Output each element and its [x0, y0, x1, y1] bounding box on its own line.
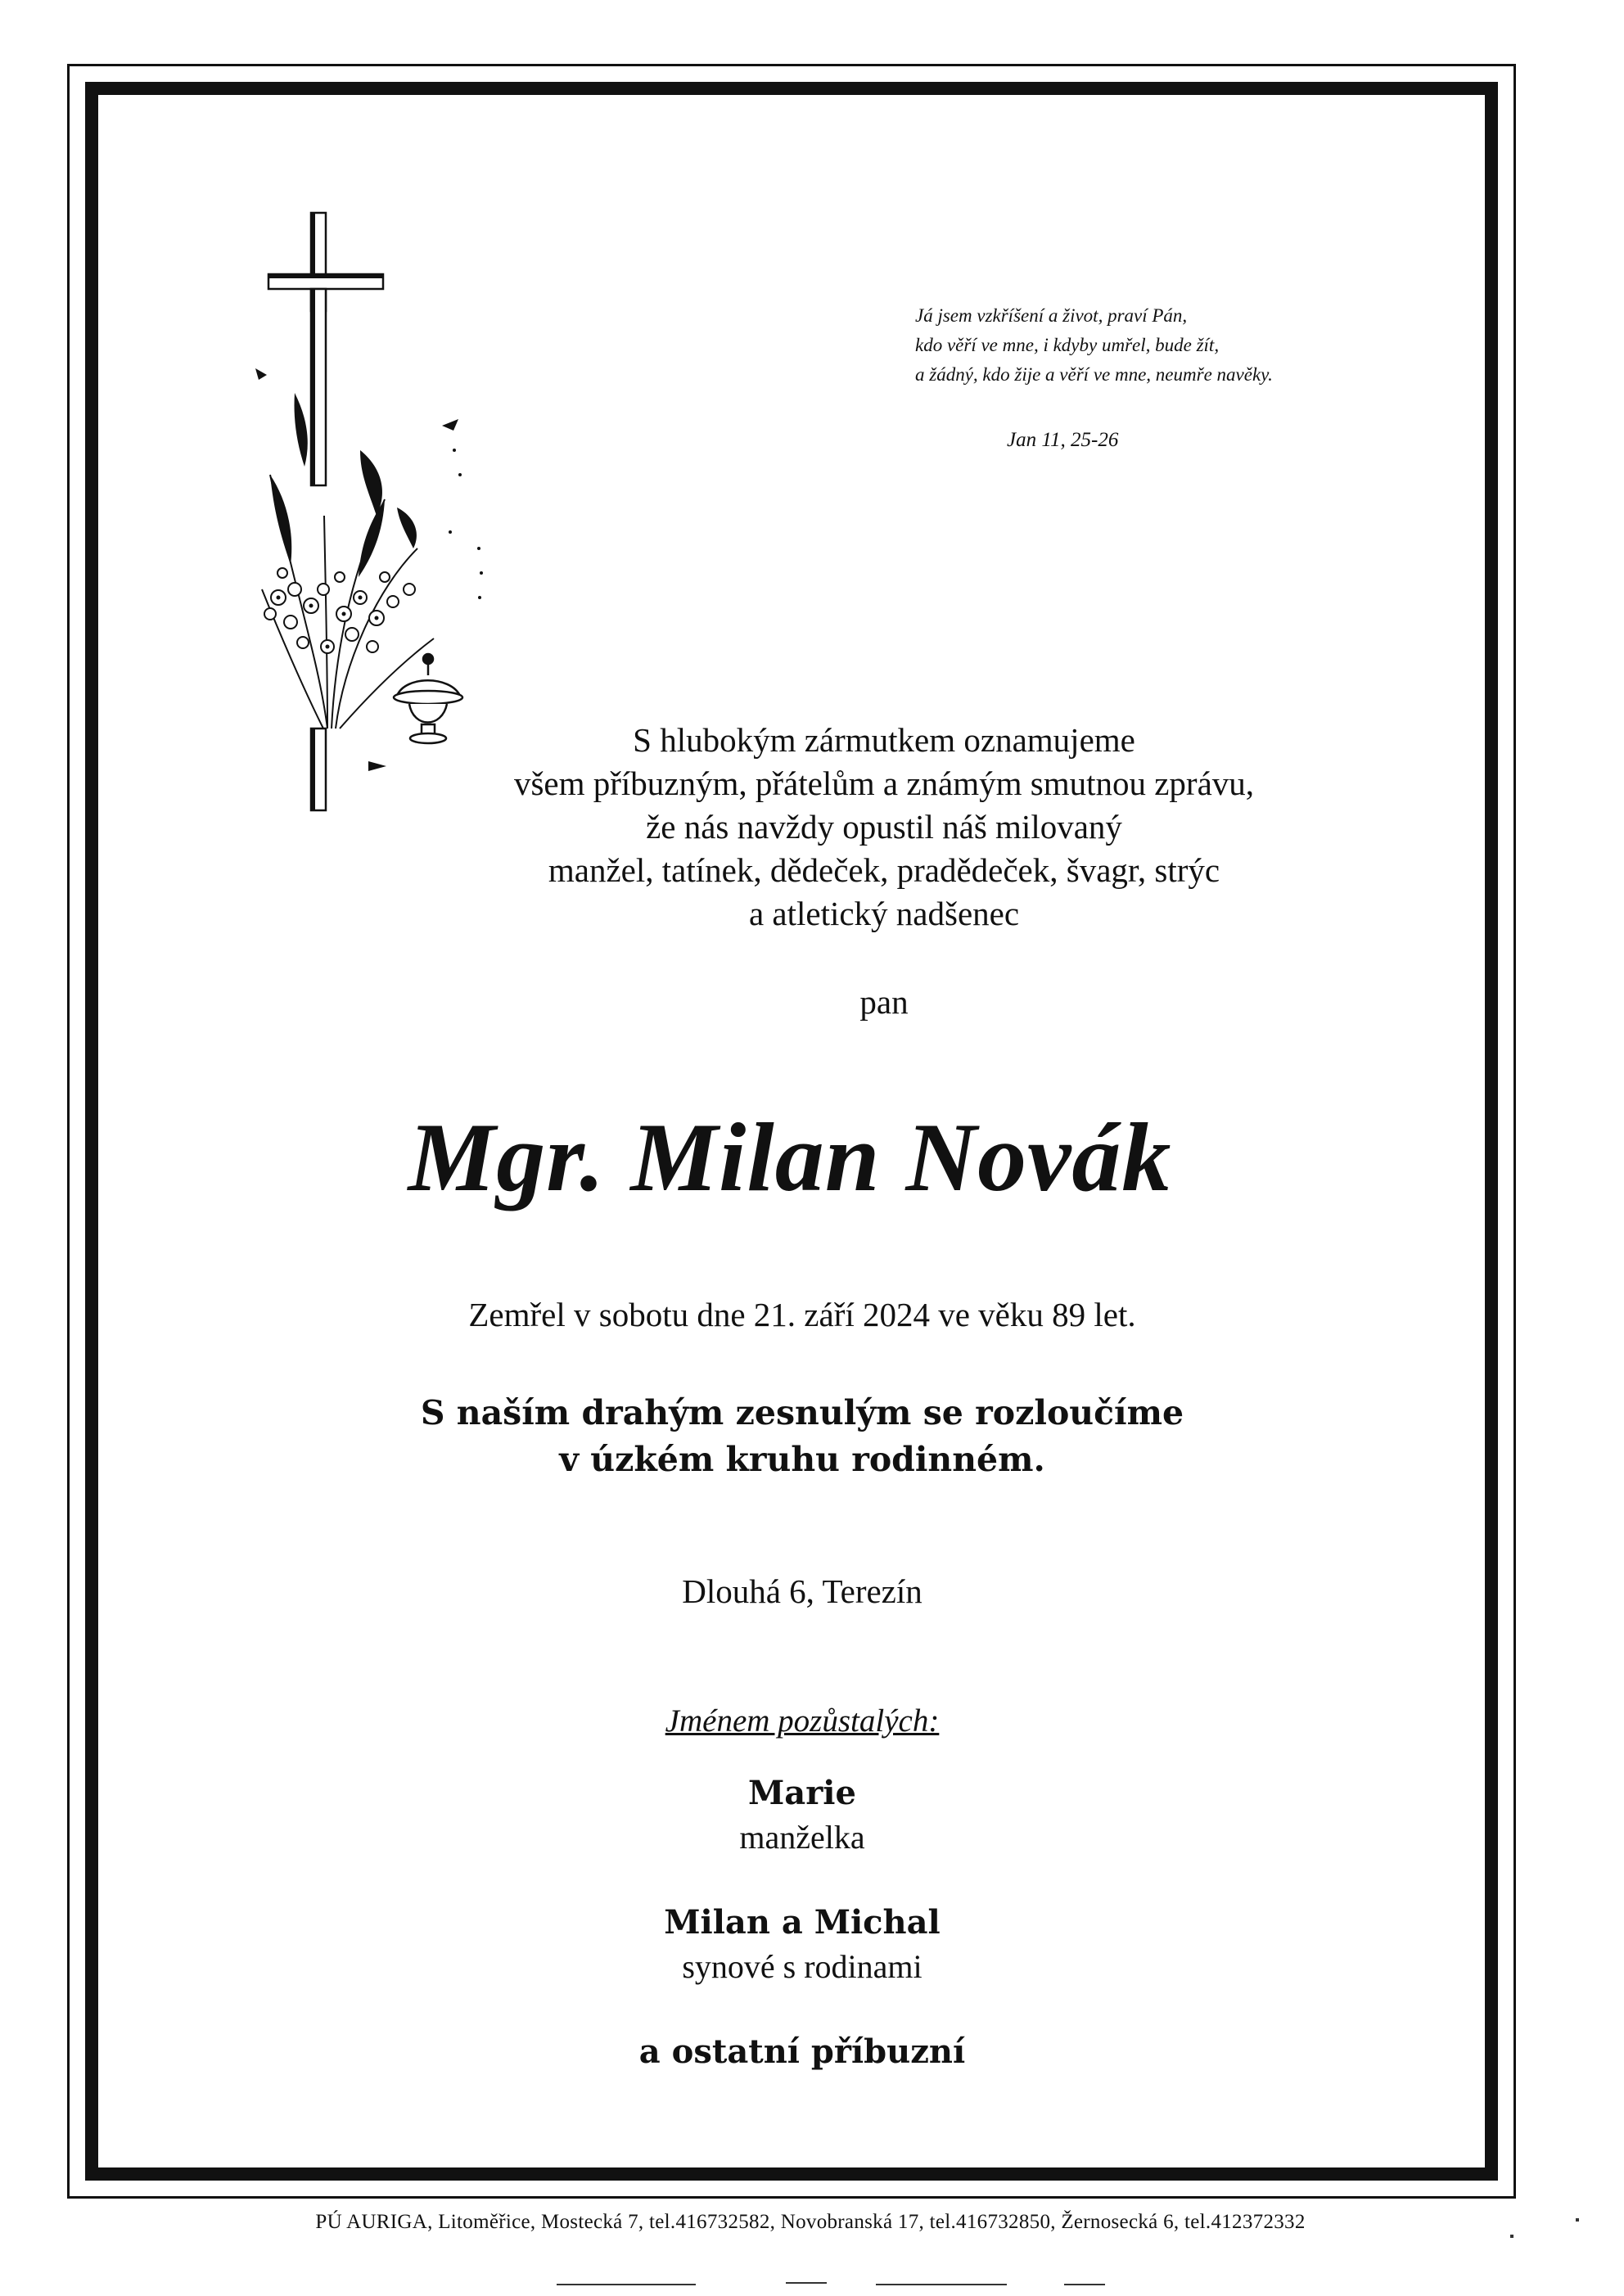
- quote-line: kdo věří ve mne, i kdyby umřel, bude žít,: [915, 335, 1220, 355]
- announcement-line: že nás navždy opustil náš milovaný: [646, 808, 1122, 846]
- farewell-notice: [246, 1390, 1359, 1483]
- announcement-line: všem příbuzným, přátelům a známým smutnou zprávu,: [513, 765, 1255, 802]
- announcement-line: S hlubokým zármutkem oznamujeme: [633, 721, 1135, 759]
- funeral-service-footer: PÚ AURIGA, Litoměřice, Mostecká 7, tel.416732582, Novobranská 17, tel.416732850, Žernosecká 6, tel.412372332: [315, 2211, 1306, 2233]
- mourner-entry: [246, 1901, 1359, 1989]
- quote-line: Já jsem vzkříšení a život, praví Pán,: [915, 305, 1188, 326]
- mourners-heading: [246, 1703, 1359, 1739]
- scan-dot: [1510, 2235, 1513, 2238]
- mourner-name: Marie: [748, 1774, 856, 1812]
- scan-line: [1064, 2284, 1105, 2285]
- mourners-heading-text: Jménem pozůstalých:: [665, 1703, 940, 1739]
- mourner-entry: [246, 1771, 1359, 1860]
- announcement-text: [327, 719, 1441, 936]
- other-relatives: [246, 2030, 1359, 2074]
- quote-line: a žádný, kdo žije a věří ve mne, neumře navěky.: [915, 364, 1273, 385]
- death-details: Zemřel v sobotu dne 21. září 2024 ve věku 89 let.: [468, 1296, 1136, 1333]
- bible-quote: [915, 301, 1374, 390]
- scan-dot: [1576, 2218, 1579, 2222]
- scan-line: [876, 2284, 1007, 2285]
- other-relatives-text: a ostatní příbuzní: [638, 2032, 966, 2071]
- announcement-line: a atletický nadšenec: [748, 895, 1020, 932]
- scan-line: [786, 2282, 827, 2284]
- quote-reference: Jan 11, 25-26: [1007, 429, 1119, 451]
- scan-line: [557, 2284, 696, 2285]
- title-word: pan: [859, 983, 909, 1021]
- mourner-relation: synové s rodinami: [682, 1948, 923, 1985]
- farewell-line: v úzkém kruhu rodinném.: [559, 1440, 1045, 1479]
- deceased-name: Mgr. Milan Novák: [408, 1103, 1172, 1211]
- announcement-line: manžel, tatínek, dědeček, pradědeček, švagr, strýc: [548, 851, 1220, 889]
- farewell-line: S naším drahým zesnulým se rozloučíme: [420, 1393, 1184, 1432]
- mourner-name: Milan a Michal: [664, 1903, 941, 1942]
- mourner-relation: manželka: [739, 1819, 865, 1856]
- address: Dlouhá 6, Terezín: [682, 1572, 923, 1610]
